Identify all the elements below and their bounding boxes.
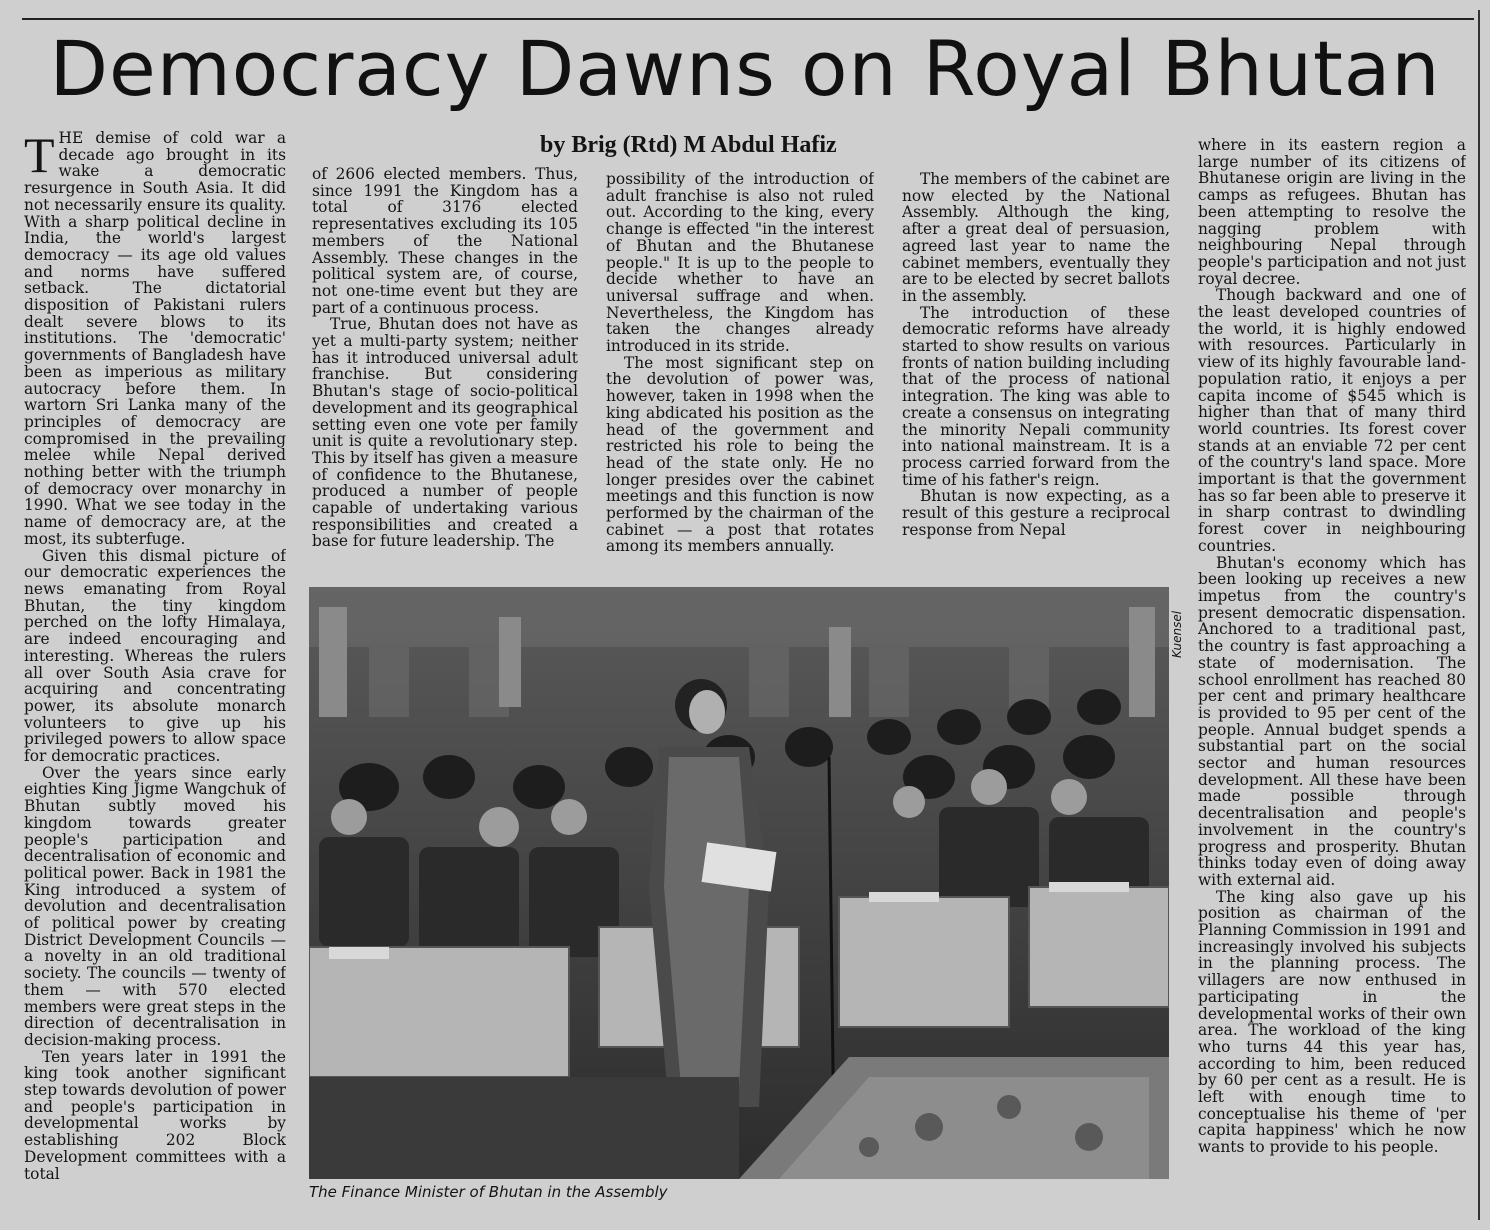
paragraph: Bhutan's economy which has been looking up receives a new impetus from the country's present democratic dispensation. Anchored to a traditional past, the country is fast approaching a state of modernisation. The school enrollment has reached 80 per cent and primary healthcare is provided to 95 per cent of the people. Annual budget spends a substantial part on the social sector and human resources development. All these have been made possible through decentralisation and people's involvement in the country's progress and prosperity. Bhutan thinks today even of doing away with external aid.: [1198, 553, 1466, 889]
paragraph: The king also gave up his position as chairman of the Planning Commission in 1991 and increasingly involved his subjects in the planning process. The villagers are now enthused in participating in the developmental works of their own area. The workload of the king who turns 44 this year has, according to him, been reduced by 60 per cent as a result. He is left with enough time to conceptualise his theme of 'per capita happiness' which he now wants to provide to his people.: [1198, 887, 1466, 1157]
paragraph: possibility of the introduction of adult franchise is also not ruled out. According to the king, every change is effected "in the interest of Bhutan and the Bhutanese people." It is up to the people to decide whether to have an universal suffrage and when. Nevertheless, the Kingdom has taken the changes already introduced in its stride.: [606, 171, 874, 356]
article-column-5: [1198, 137, 1466, 1217]
paragraph: [24, 130, 286, 548]
article-column-4: [902, 171, 1170, 581]
paragraph: where in its eastern region a large number of its citizens of Bhutanese origin are living in the camps as refugees. Bhutan has been attempting to resolve the nagging problem with neighbouring Nepal through people's participation and not just royal decree.: [1198, 137, 1466, 288]
top-rule: [22, 18, 1474, 20]
paragraph-text: HE demise of cold war a decade ago brought in its wake a democratic resurgence in South Asia. It did not necessarily ensure its quality. With a sharp political decline in India, the world's largest democracy — its age old values and norms have suffered setback. The dictatorial disposition of Pakistani rulers dealt severe blows to its institutions. The 'democratic' governments of Bangladesh have been as imperious as military autocracy before them. In wartorn Sri Lanka many of the principles of democracy are compromised in the prevailing melee while Nepal derived nothing better with the triumph of democracy over monarchy in 1990. What we see today in the name of democracy are, at the most, its subterfuge.: [24, 130, 286, 548]
photo-caption: The Finance Minister of Bhutan in the Assembly: [309, 1183, 668, 1201]
right-rule: [1478, 10, 1480, 1220]
paragraph: Given this dismal picture of our democratic experiences the news emanating from Royal Bhutan, the tiny kingdom perched on the lofty Himalaya, are indeed encouraging and interesting. Whereas the rulers all over South Asia crave for acquiring and concentrating power, its absolute monarch volunteers to give up his privileged powers to allow space for democratic practices.: [24, 546, 286, 766]
article-column-2: [312, 166, 578, 580]
photo-credit: Kuensel: [1170, 610, 1184, 658]
paragraph: The most significant step on the devolution of power was, however, taken in 1998 when the king abdicated his position as the head of the government and restricted his role to being the head of the state only. He no longer presides over the cabinet meetings and this function is now performed by the chairman of the cabinet — a post that rotates among its members annually.: [606, 353, 874, 556]
paragraph: The members of the cabinet are now elected by the National Assembly. Although the king, after a great deal of persuasion, agreed last year to name the cabinet members, eventually they are to be elected by secret ballots in the assembly.: [902, 171, 1170, 305]
paragraph: of 2606 elected members. Thus, since 1991 the Kingdom has a total of 3176 elected representatives excluding its 105 members of the National Assembly. These changes in the political system are, of course, not one-time event but they are part of a continuous process.: [312, 166, 578, 317]
article-column-3: [606, 171, 874, 581]
paragraph: The introduction of these democratic reforms have already started to show results on various fronts of nation building including that of the process of national integration. The king was able to create a consensus on integrating the minority Nepali community into national mainstream. It is a process carried forward from the time of his father's reign.: [902, 303, 1170, 489]
paragraph: Over the years since early eighties King Jigme Wangchuk of Bhutan subtly moved his kingdom towards greater people's participation and decentralisation of economic and political power. Back in 1981 the King introduced a system of devolution and decentralisation of political power by creating District Development Councils — a novelty in an old traditional society. The councils — twenty of them — with 570 elected members were great steps in the direction of decentralisation in decision-making process.: [24, 763, 286, 1049]
headline: Democracy Dawns on Royal Bhutan: [49, 24, 1441, 113]
assembly-photo: [309, 587, 1169, 1179]
article-column-1: [24, 130, 286, 1202]
byline: by Brig (Rtd) M Abdul Hafiz: [540, 132, 837, 158]
paragraph: True, Bhutan does not have as yet a multi-party system; neither has it introduced universal adult franchise. But considering Bhutan's stage of socio-political development and its geographical setting even one vote per family unit is quite a revolutionary step. This by itself has given a measure of confidence to the Bhutanese, produced a number of people capable of undertaking various responsibilities and created a base for future leadership. The: [312, 315, 578, 551]
paragraph: Bhutan is now expecting, as a result of this gesture a reciprocal response from Nepal: [902, 487, 1170, 539]
drop-cap: T: [24, 130, 55, 183]
assembly-photo-image: [309, 587, 1169, 1179]
paragraph: Ten years later in 1991 the king took another significant step towards devolution of power and people's participation in developmental works by establishing 202 Block Development committees with a total: [24, 1047, 286, 1183]
paragraph: Though backward and one of the least developed countries of the world, it is highly endowed with resources. Particularly in view of its highly favourable land-population ratio, it enjoys a per capita income of $545 which is higher than that of many third world countries. Its forest cover stands at an enviable 72 per cent of the country's land space. More important is that the government has so far been able to preserve it in sharp contrast to dwindling forest cover in neighbouring countries.: [1198, 286, 1466, 555]
